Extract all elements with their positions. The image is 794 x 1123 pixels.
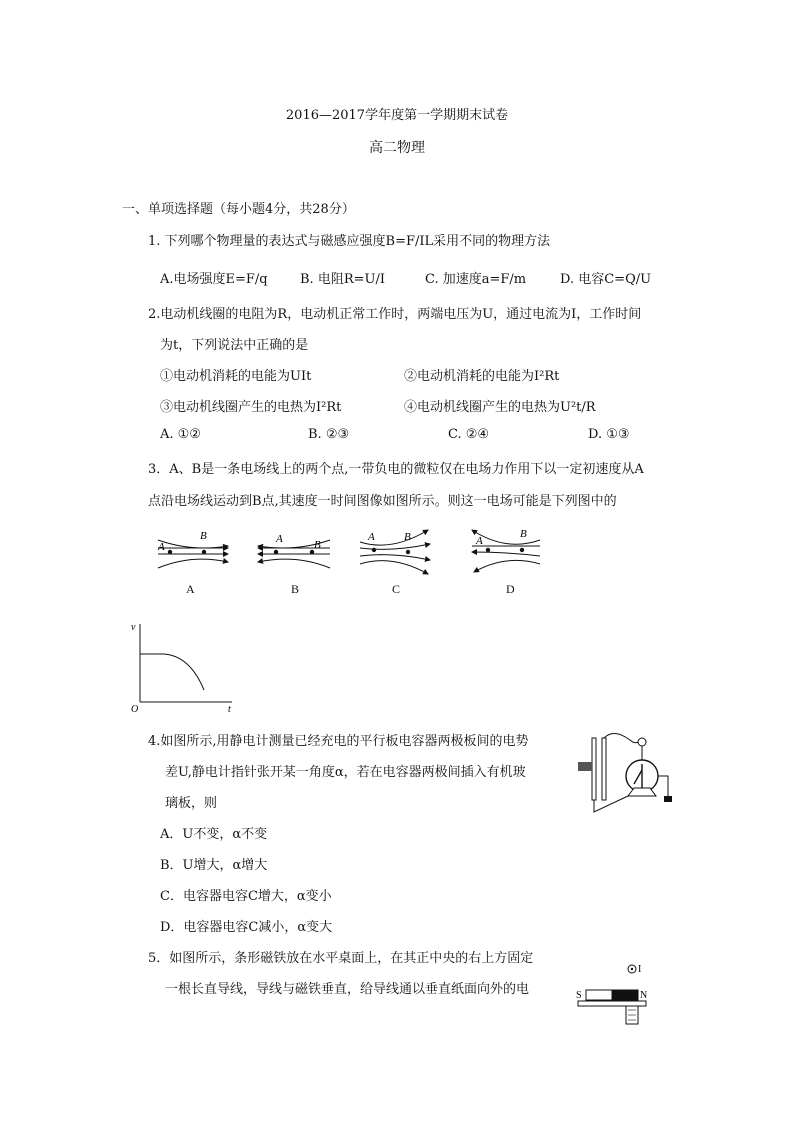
- point-label: B: [200, 530, 207, 542]
- point-label: A: [276, 533, 283, 545]
- figure-label-d: D: [506, 582, 515, 596]
- electrometer-knob: [638, 738, 646, 746]
- field-figure-c: [360, 530, 430, 574]
- option-c: C. 加速度a=F/m: [425, 272, 527, 287]
- question-stem-line2: 一根长直导线，导线与磁铁垂直，给导线通以垂直纸面向外的电: [165, 982, 530, 997]
- point-label: A: [476, 535, 483, 547]
- capacitor-electrometer-diagram: [574, 730, 674, 830]
- y-axis-label: v: [131, 622, 136, 633]
- bar-magnet-diagram: [572, 958, 662, 1028]
- question-stem-line2: 差U,静电计指针张开某一角度α，若在电容器两极间插入有机玻: [165, 765, 526, 780]
- option-b: B. 电阻R=U/I: [300, 272, 385, 287]
- point-label: B: [404, 531, 411, 543]
- field-figure-b: [258, 533, 330, 568]
- point-b: [202, 550, 206, 554]
- magnet-pole-s: S: [576, 990, 582, 1001]
- field-figure-d: [472, 528, 540, 572]
- table-top: [578, 1001, 646, 1006]
- option-a: A. ①②: [160, 427, 201, 442]
- x-axis-label: t: [228, 704, 231, 715]
- statement-2: ②电动机消耗的电能为I²Rt: [404, 369, 560, 384]
- figure-label-c: C: [392, 582, 401, 596]
- question-stem: 1. 下列哪个物理量的表达式与磁感应强度B=F/IL采用不同的物理方法: [148, 234, 551, 249]
- section-heading: 一、单项选择题（每小题4分，共28分）: [122, 202, 355, 217]
- field-figure-a: [157, 530, 228, 568]
- question-stem-line1: 3．A、B是一条电场线上的两个点,一带负电的微粒仅在电场力作用下以一定初速度从A: [148, 462, 644, 477]
- plate-support: [578, 762, 592, 771]
- statement-1: ①电动机消耗的电能为UIt: [160, 369, 312, 384]
- capacitor-plate-right: [602, 738, 606, 800]
- question-stem-line2: 为t，下列说法中正确的是: [160, 338, 309, 353]
- question-stem-line3: 璃板，则: [165, 796, 218, 811]
- option-c: C．电容器电容C增大，α变小: [160, 889, 332, 904]
- question-stem-line1: 5．如图所示，条形磁铁放在水平桌面上，在其正中央的右上方固定: [148, 951, 534, 966]
- option-b: B．U增大，α增大: [160, 858, 268, 873]
- option-d: D．电容器电容C减小，α变大: [160, 920, 333, 935]
- velocity-curve: [140, 654, 204, 690]
- option-a: A．U不变，α不变: [160, 827, 268, 842]
- option-c: C. ②④: [448, 427, 490, 442]
- option-b: B. ②③: [308, 427, 350, 442]
- option-d: D. ①③: [588, 427, 630, 442]
- ground-icon: [664, 796, 672, 802]
- option-a: A.电场强度E=F/q: [160, 272, 268, 287]
- magnet-south-half: [586, 990, 612, 1000]
- point-a: [168, 550, 172, 554]
- point-label: A: [158, 541, 165, 553]
- option-d: D. 电容C=Q/U: [560, 272, 652, 287]
- capacitor-plate-left: [592, 738, 596, 800]
- exam-subject: 高二物理: [369, 140, 425, 156]
- origin-label: O: [131, 704, 139, 715]
- point-label: B: [520, 528, 527, 540]
- question-stem-line1: 4.如图所示,用静电计测量已经充电的平行板电容器两极板间的电势: [148, 734, 529, 749]
- question-stem-line1: 2.电动机线圈的电阻为R，电动机正常工作时，两端电压为U，通过电流为I，工作时间: [148, 307, 642, 322]
- figure-label-b: B: [291, 582, 300, 596]
- statement-3: ③电动机线圈产生的电热为I²Rt: [160, 400, 342, 415]
- magnet-north-half: [612, 990, 638, 1000]
- magnet-pole-n: N: [640, 990, 648, 1001]
- figure-label-a: A: [186, 582, 195, 596]
- question-stem-line2: 点沿电场线运动到B点,其速度一时间图像如图所示。则这一电场可能是下列图中的: [148, 494, 617, 509]
- connecting-wire: [604, 733, 640, 742]
- point-label: B: [314, 539, 321, 551]
- velocity-time-graph: [128, 620, 248, 720]
- exam-title: 2016—2017学年度第一学期期末试卷: [285, 108, 509, 123]
- point-label: A: [368, 531, 375, 543]
- current-label: I: [638, 964, 642, 975]
- statement-4: ④电动机线圈产生的电热为U²t/R: [404, 400, 596, 415]
